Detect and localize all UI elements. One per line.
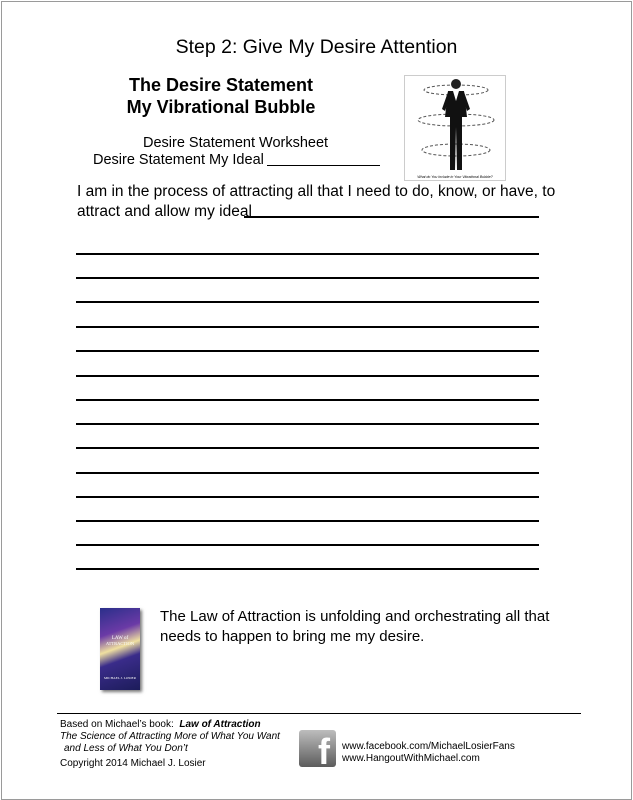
book-author: MICHAEL J. LOSIER xyxy=(103,676,137,680)
writing-line[interactable] xyxy=(76,277,539,279)
heading-desire-statement: The Desire Statement xyxy=(128,75,314,95)
footer-divider xyxy=(57,713,581,714)
footer-subtitle-1: The Science of Attracting More of What You Want xyxy=(60,731,280,742)
footer-based-on xyxy=(60,719,261,730)
heading-vibrational-bubble: My Vibrational Bubble xyxy=(126,97,316,117)
law-line-1: The Law of Attraction is unfolding and orchestrating all that xyxy=(160,608,550,625)
footer-based-on-label: Based on Michael’s book: xyxy=(60,719,174,730)
writing-line[interactable] xyxy=(76,544,539,546)
book-title-line-2: ATTRACTION xyxy=(105,641,135,646)
law-line-2: needs to happen to bring me my desire. xyxy=(160,628,425,645)
facebook-icon[interactable] xyxy=(299,730,336,772)
writing-line[interactable] xyxy=(76,375,539,377)
page-title: Step 2: Give My Desire Attention xyxy=(175,36,458,58)
facebook-glyph: f xyxy=(318,731,330,772)
writing-line[interactable] xyxy=(76,326,539,328)
ideal-label: Desire Statement My Ideal xyxy=(93,152,264,168)
writing-line[interactable] xyxy=(76,423,539,425)
writing-line[interactable] xyxy=(76,301,539,303)
book-cover xyxy=(100,608,140,690)
writing-line[interactable] xyxy=(76,447,539,449)
writing-line[interactable] xyxy=(76,520,539,522)
intro-line-2: attract and allow my ideal xyxy=(77,203,252,220)
writing-line[interactable] xyxy=(76,568,539,570)
footer-subtitle-2: and Less of What You Don’t xyxy=(64,743,188,754)
writing-line[interactable] xyxy=(76,350,539,352)
writing-line[interactable] xyxy=(76,399,539,401)
writing-line[interactable] xyxy=(76,253,539,255)
worksheet-title: Desire Statement Worksheet xyxy=(143,135,329,151)
writing-line[interactable] xyxy=(76,472,539,474)
hangout-link[interactable]: www.HangoutWithMichael.com xyxy=(342,753,480,764)
writing-line[interactable] xyxy=(76,496,539,498)
footer-book-title: Law of Attraction xyxy=(179,719,261,730)
figure-caption: What do You Include in Your Vibrational Bubble? xyxy=(417,175,493,179)
ideal-input-line[interactable] xyxy=(267,165,380,166)
vibrational-bubble-figure xyxy=(404,75,506,181)
footer-copyright: Copyright 2014 Michael J. Losier xyxy=(60,758,206,769)
facebook-link[interactable]: www.facebook.com/MichaelLosierFans xyxy=(342,741,515,752)
intro-line-1: I am in the process of attracting all that I need to do, know, or have, to xyxy=(77,183,556,200)
book-title-line-1: LAW of xyxy=(111,636,129,641)
ideal-writing-line[interactable] xyxy=(244,216,539,218)
